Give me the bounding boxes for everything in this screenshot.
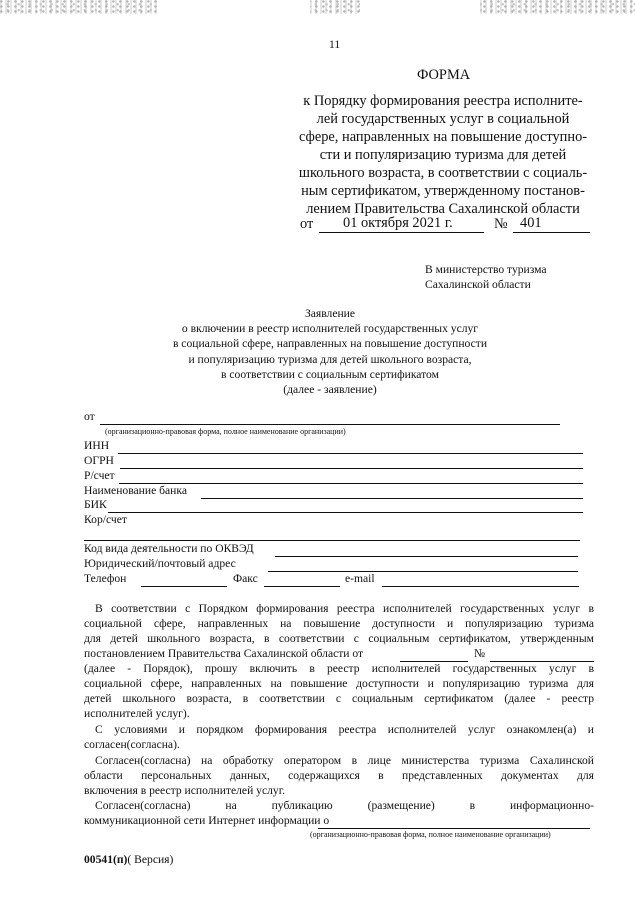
scan-noise-top xyxy=(0,0,635,14)
inn-line[interactable] xyxy=(118,453,583,454)
body-text-line: Согласен(согласна) на обработку оператором в лице министерства туризма Сахалинской xyxy=(95,754,594,767)
form-header-line: лей государственных услуг в социальной xyxy=(316,111,570,127)
ogrn-line[interactable] xyxy=(120,468,583,469)
ogrn-label: ОГРН xyxy=(84,454,114,467)
address-label: Юридический/почтовый адрес xyxy=(84,557,236,570)
fax-label: Факс xyxy=(233,572,258,585)
form-header-line: лением Правительства Сахалинской области xyxy=(306,201,580,217)
body-text-line: постановлением Правительства Сахалинской области от xyxy=(84,647,364,660)
phone-line[interactable] xyxy=(141,586,227,587)
body-text-line: согласен(согласна). xyxy=(84,738,180,751)
corr-account-label: Кор/счет xyxy=(84,513,127,526)
body-text-line: социальной сфере, направленных на повышение доступности и популяризацию туризма для xyxy=(84,677,594,690)
footer-version xyxy=(84,853,173,866)
email-label: e-mail xyxy=(345,572,375,585)
body-text-line: Согласен(согласна) на публикацию (размещение) в информационно- xyxy=(95,799,594,812)
decree-number-label: № xyxy=(494,216,508,232)
footer-code: 00541(п) xyxy=(84,853,128,866)
account-label: Р/счет xyxy=(84,469,115,482)
body-text-line: социальной сфере, направленных на повышение доступности и популяризацию туризма xyxy=(84,617,594,630)
date-underline xyxy=(319,232,484,233)
body-text-line: коммуникационной сети Интернет информации о xyxy=(84,814,330,827)
okved-line[interactable] xyxy=(275,556,578,557)
statement-line: (далее - заявление) xyxy=(283,383,377,396)
body-text-line: для детей школьного возраста, в соответствии с социальным сертификатом, утвержденным xyxy=(84,632,594,645)
addressee-line: Сахалинской области xyxy=(425,278,531,291)
body-text-line: детей школьного возраста, в соответствии с социальным сертификатом (далее - реестр xyxy=(84,692,594,705)
page-number: 11 xyxy=(329,38,341,51)
from-hint: (организационно-правовая форма, полное наименование организации) xyxy=(105,427,346,436)
from-label: от xyxy=(84,410,95,423)
address-line[interactable] xyxy=(268,571,578,572)
form-header-line: к Порядку формирования реестра исполните- xyxy=(303,93,583,109)
okved-label: Код вида деятельности по ОКВЭД xyxy=(84,542,254,555)
body-text-line: (далее - Порядок), прошу включить в реестр исполнителей государственных услуг в xyxy=(84,662,594,675)
inn-label: ИНН xyxy=(84,439,110,452)
statement-title: Заявление xyxy=(304,307,356,320)
organization-info-line[interactable] xyxy=(318,828,590,829)
bank-name-line[interactable] xyxy=(201,498,583,499)
organization-hint: (организационно-правовая форма, полное наименование организации) xyxy=(310,830,551,839)
account-line[interactable] xyxy=(119,483,583,484)
body-text-line: включения в реестр исполнителей услуг. xyxy=(84,784,286,797)
form-title: ФОРМА xyxy=(417,67,471,83)
form-header-line: сти и популяризацию туризма для детей xyxy=(319,147,567,163)
number-underline xyxy=(513,232,590,233)
body-text-line: В соответствии с Порядком формирования реестра исполнителей государственных услуг в xyxy=(95,602,594,615)
bank-name-label: Наименование банка xyxy=(84,484,187,497)
decree-date: 01 октября 2021 г. xyxy=(343,215,453,231)
decree-number: 401 xyxy=(520,215,542,231)
phone-label: Телефон xyxy=(84,572,127,585)
body-text-line: исполнителей услуг). xyxy=(84,707,190,720)
statement-line: о включении в реестр исполнителей государственных услуг xyxy=(181,322,479,335)
statement-line: в социальной сфере, направленных на повышение доступности xyxy=(172,337,488,350)
separator-line xyxy=(84,540,580,541)
form-header-line: школьного возраста, в соответствии с социаль- xyxy=(298,165,588,181)
date-ot-label: от xyxy=(300,216,314,232)
body-text-line: С условиями и порядком формирования реестра исполнителей услуг ознакомлен(а) и xyxy=(95,723,594,736)
statement-line: в соответствии с социальным сертификатом xyxy=(221,368,439,381)
from-line[interactable] xyxy=(100,424,560,425)
bik-line[interactable] xyxy=(108,512,583,513)
body-text-line: области персональных данных, содержащихся в представленных документах для xyxy=(84,769,594,782)
fax-line[interactable] xyxy=(264,586,340,587)
statement-line: и популяризацию туризма для детей школьного возраста, xyxy=(188,353,472,366)
email-line[interactable] xyxy=(382,586,579,587)
form-header-line: сфере, направленных на повышение доступно- xyxy=(298,129,588,145)
bik-label: БИК xyxy=(84,498,107,511)
form-header-line: ным сертификатом, утвержденному постанов- xyxy=(301,183,585,199)
addressee-line: В министерство туризма xyxy=(425,263,547,276)
footer-version-label: ( Версия) xyxy=(127,853,174,866)
decree-number-mark: № xyxy=(474,647,486,660)
